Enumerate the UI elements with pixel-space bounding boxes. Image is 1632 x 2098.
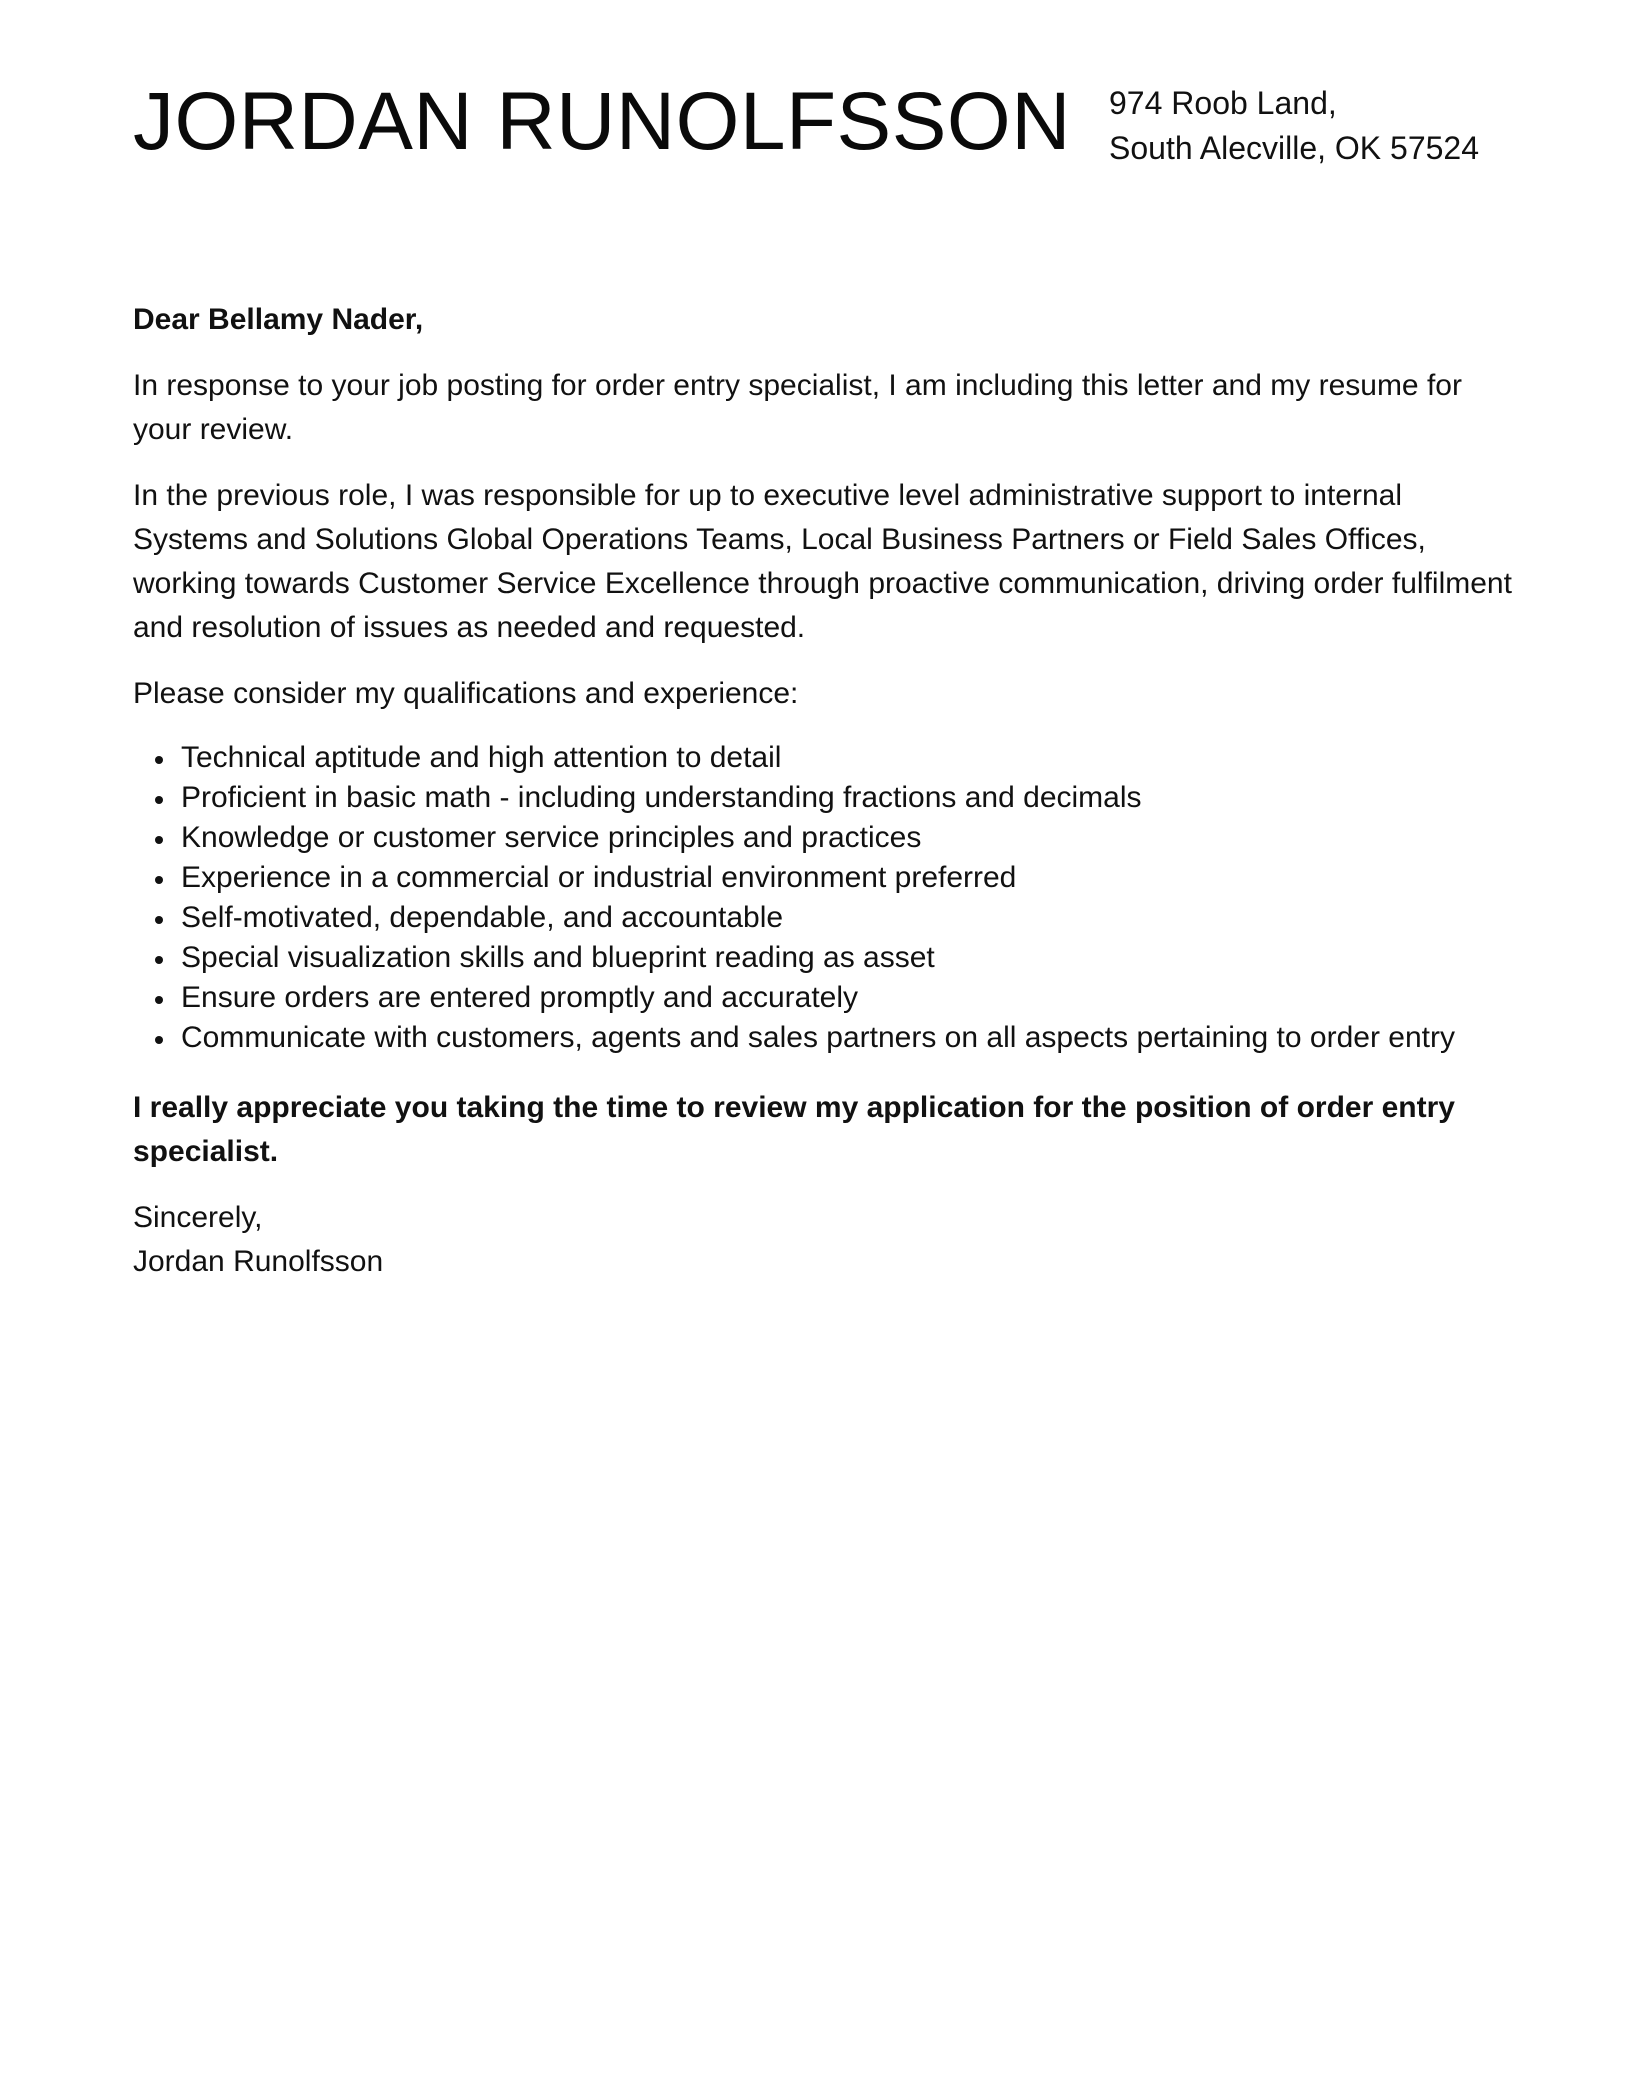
list-item-text: Ensure orders are entered promptly and accurately bbox=[181, 981, 859, 1014]
address-line-1: 974 Roob Land, bbox=[1109, 85, 1337, 121]
bullet-icon bbox=[155, 876, 163, 884]
paragraph-experience: In the previous role, I was responsible for up to executive level administrative support to internal Systems and Solutions Global Operations Teams, Local Business Partners or Field Sales Offices, working towards Customer Service Excellence through proactive communication, driving order fulfilment and resolution of issues as needed and requested. bbox=[133, 479, 1512, 644]
list-item bbox=[133, 738, 1513, 778]
bullet-icon bbox=[155, 836, 163, 844]
list-item bbox=[133, 858, 1513, 898]
signoff: Sincerely, bbox=[133, 1201, 263, 1234]
bullet-icon bbox=[155, 956, 163, 964]
signature-name: Jordan Runolfsson bbox=[133, 1245, 384, 1278]
applicant-name: JORDAN RUNOLFSSON bbox=[133, 76, 1071, 167]
list-item bbox=[133, 938, 1513, 978]
list-item-text: Proficient in basic math - including understanding fractions and decimals bbox=[181, 781, 1142, 814]
bullet-icon bbox=[155, 796, 163, 804]
list-item-text: Self-motivated, dependable, and accountable bbox=[181, 901, 784, 934]
applicant-address bbox=[1109, 81, 1479, 171]
signoff-block bbox=[133, 1196, 1513, 1284]
paragraph-intro: In response to your job posting for order entry specialist, I am including this letter and my resume for your review. bbox=[133, 369, 1462, 446]
list-item-text: Technical aptitude and high attention to detail bbox=[181, 741, 782, 774]
list-item bbox=[133, 898, 1513, 938]
list-item-text: Knowledge or customer service principles and practices bbox=[181, 821, 922, 854]
list-item bbox=[133, 778, 1513, 818]
paragraph-qualifications-lead: Please consider my qualifications and experience: bbox=[133, 677, 799, 710]
list-item bbox=[133, 1018, 1513, 1058]
letter-body bbox=[133, 298, 1513, 1284]
list-item bbox=[133, 818, 1513, 858]
letter-header bbox=[133, 72, 1513, 192]
list-item-text: Special visualization skills and blueprint reading as asset bbox=[181, 941, 935, 974]
bullet-icon bbox=[155, 756, 163, 764]
list-item bbox=[133, 978, 1513, 1018]
list-item-text: Experience in a commercial or industrial environment preferred bbox=[181, 861, 1017, 894]
qualifications-list bbox=[133, 738, 1513, 1058]
bullet-icon bbox=[155, 996, 163, 1004]
closing-paragraph: I really appreciate you taking the time to review my application for the position of order entry specialist. bbox=[133, 1091, 1455, 1168]
address-line-2: South Alecville, OK 57524 bbox=[1109, 130, 1480, 166]
greeting: Dear Bellamy Nader, bbox=[133, 303, 424, 336]
bullet-icon bbox=[155, 1036, 163, 1044]
bullet-icon bbox=[155, 916, 163, 924]
list-item-text: Communicate with customers, agents and sales partners on all aspects pertaining to order entry bbox=[181, 1021, 1455, 1054]
